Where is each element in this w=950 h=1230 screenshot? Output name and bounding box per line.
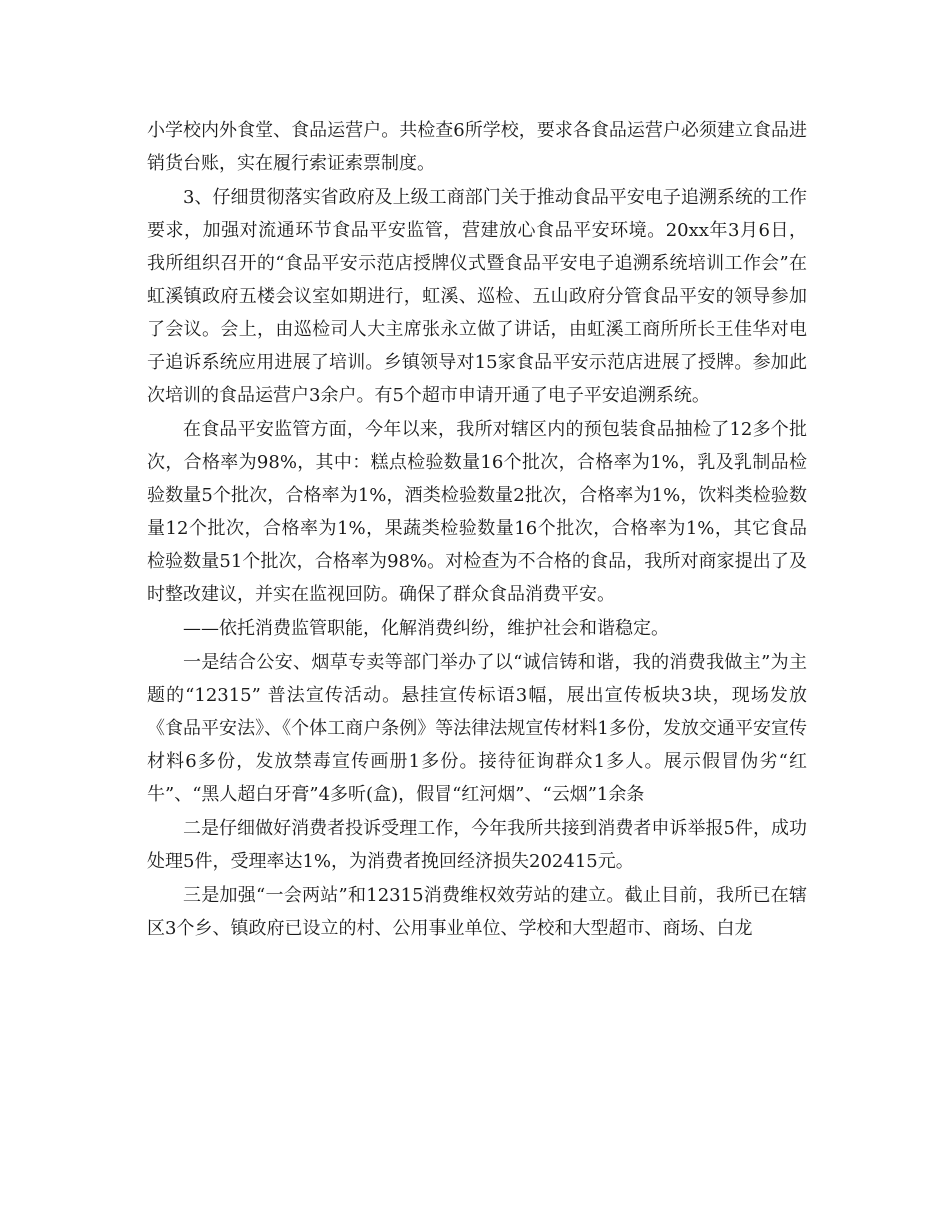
paragraph-6: 二是仔细做好消费者投诉受理工作，今年我所共接到消费者申诉举报5件，成功处理5件，受理率达1%，为消费者挽回经济损失202415元。	[147, 818, 807, 872]
paragraph-5: 一是结合公安、烟草专卖等部门举办了以“诚信铸和谐，我的消费我做主”为主题的“12315” 普法宣传活动。悬挂宣传标语3幅，展出宣传板块3块，现场发放《食品平安法》、《个体工商户条例》等法律法规宣传材料1多份，发放交通平安宣传材料6多份，发放禁毒宣传画册1多份。接待征询群众1多人。展示假冒伪劣“红牛”、“黑人超白牙膏”4多听(盒)，假冒“红河烟”、“云烟”1余条	[147, 652, 807, 805]
document-body	[147, 114, 807, 946]
paragraph-3: 在食品平安监管方面，今年以来，我所对辖区内的预包装食品抽检了12多个批次，合格率为98%，其中：糕点检验数量16个批次，合格率为1%，乳及乳制品检验数量5个批次，合格率为1%，酒类检验数量2批次，合格率为1%，饮料类检验数量12个批次，合格率为1%，果蔬类检验数量16个批次，合格率为1%，其它食品检验数量51个批次，合格率为98%。对检查为不合格的食品，我所对商家提出了及时整改建议，并实在监视回防。确保了群众食品消费平安。	[147, 419, 807, 605]
paragraph-7: 三是加强“一会两站”和12315消费维权效劳站的建立。截止目前，我所已在辖区3个乡、镇政府已设立的村、公用事业单位、学校和大型超市、商场、白龙	[147, 885, 807, 939]
paragraph-1: 小学校内外食堂、食品运营户。共检查6所学校，要求各食品运营户必须建立食品进销货台账，实在履行索证索票制度。	[147, 120, 807, 174]
paragraph-4: ——依托消费监管职能，化解消费纠纷，维护社会和谐稳定。	[183, 618, 669, 639]
paragraph-2: 3、仔细贯彻落实省政府及上级工商部门关于推动食品平安电子追溯系统的工作要求，加强对流通环节食品平安监管，营建放心食品平安环境。20xx年3月6日，我所组织召开的“食品平安示范店授牌仪式暨食品平安电子追溯系统培训工作会”在虹溪镇政府五楼会议室如期进行，虹溪、巡检、五山政府分管食品平安的领导参加了会议。会上，由巡检司人大主席张永立做了讲话，由虹溪工商所所长王佳华对电子追诉系统应用进展了培训。乡镇领导对15家食品平安示范店进展了授牌。参加此次培训的食品运营户3余户。有5个超市申请开通了电子平安追溯系统。	[147, 187, 807, 406]
